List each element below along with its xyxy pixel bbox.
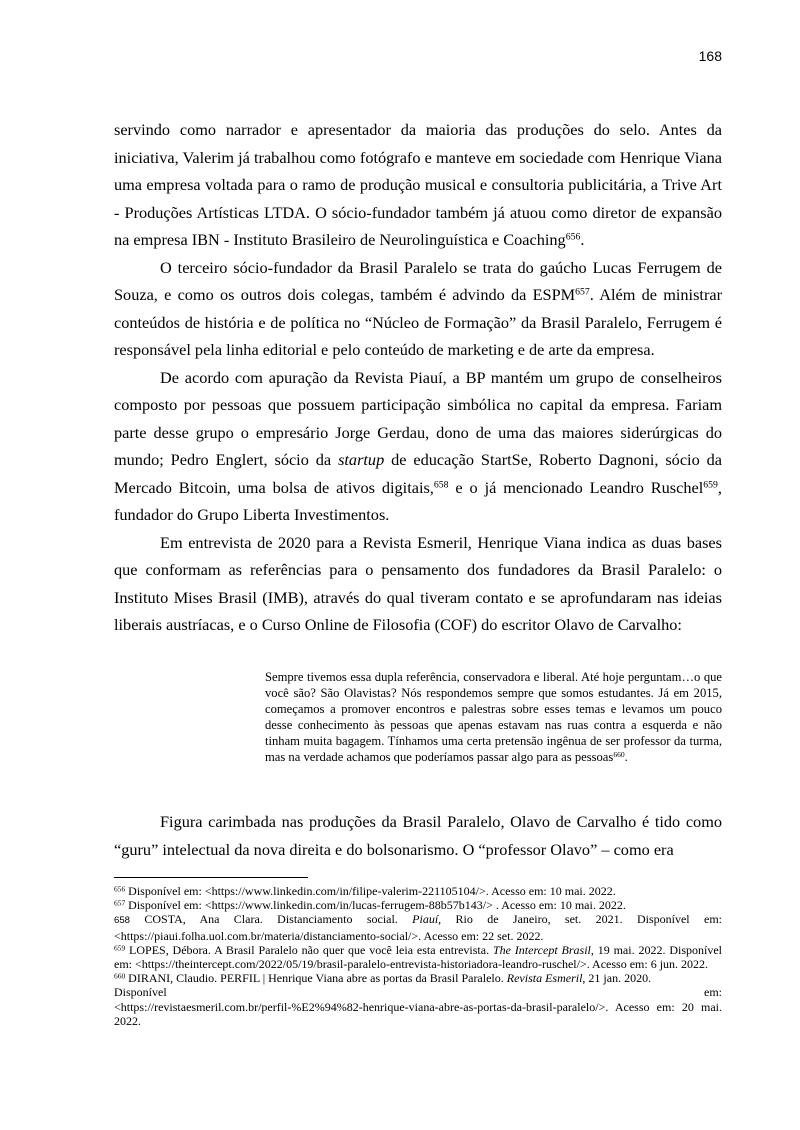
footnote-separator	[114, 877, 308, 878]
page-number: 168	[698, 48, 722, 64]
footnote-660: $^{660}$ DIRANI, Claudio. PERFIL | Henrique Viana abre as portas da Brasil Paralelo. Revista Esmeril, 21 jan. 2020.	[114, 971, 652, 986]
footnote-ref-658[interactable]: 658	[433, 479, 449, 491]
paragraph-1: servindo como narrador e apresentador da maioria das produções do selo. Antes da iniciativa, Valerim já trabalhou como fotógrafo e manteve em sociedade com Henrique Viana uma empresa voltada para o ramo de produção musical e consultoria publicitária, a Trive Art - Produções Artísticas LTDA. O sócio-fundador também já atuou como diretor de expansão na empresa IBN - Instituto Brasileiro de Neurolinguística e Coaching$^{656}$.	[114, 120, 722, 249]
footnote-659: $^{659}$ LOPES, Débora. A Brasil Paralelo não quer que você leia esta entrevista. The Intercept Brasil, 19 mai. 2022. Disponível em: <https://theintercept.com/2022/05/19/brasil-paralelo-entrevista-historiadora-leandro-ruschel/>. Acesso em: 6 jun. 2022.	[114, 942, 722, 972]
block-quote: Sempre tivemos essa dupla referência, conservadora e liberal. Até hoje perguntam…o que você são? São Olavistas? Nós respondemos sempre que somos estudantes. Já em 2015, começamos a promover encontros e palestras sobre esses temas e levamos um pouco desse conhecimento às pessoas que apenas estavam nas ruas contra a esquerda e não tinham muita bagagem. Tínhamos uma certa pretensão ingênua de ser professor da turma, mas na verdade achamos que poderíamos passar algo para as pessoas$^{660}$.	[265, 670, 722, 764]
footnote-ref-657[interactable]: 657	[575, 286, 590, 298]
footnote-657: $^{657}$ Disponível em: <https://www.linkedin.com/in/lucas-ferrugem-88b57b143/> . Acesso em: 10 mai. 2022.	[114, 898, 626, 913]
footnote-ref-659[interactable]: 659	[703, 479, 718, 491]
footnote-660-line2: Disponível em:	[114, 985, 722, 1000]
paragraph-3: De acordo com apuração da Revista Piauí, a BP mantém um grupo de conselheiros composto por pessoas que possuem participação simbólica no capital da empresa. Fariam parte desse grupo o empresário Jorge Gerdau, dono de uma das maiores siderúrgicas do mundo; Pedro Englert, sócio da startup de educação StartSe, Roberto Dagnoni, sócio da Mercado Bitcoin, uma bolsa de ativos digitais,$^{658}$ e o já mencionado Leandro Ruschel$^{659}$, fundador do Grupo Liberta Investimentos.	[114, 367, 723, 524]
footnote-ref-656[interactable]: 656	[565, 231, 581, 243]
body-text-top	[114, 116, 722, 639]
footnote-660-url[interactable]: <https://revistaesmeril.com.br/perfil-%E2%94%82-henrique-viana-abre-as-portas-da-brasil-paralelo/>. Acesso em: 20 mai. 2022.	[114, 999, 722, 1028]
paragraph-5: Figura carimbada nas produções da Brasil Paralelo, Olavo de Carvalho é tido como “guru” intelectual da nova direita e do bolsonarismo. O “professor Olavo” – como era	[114, 812, 722, 859]
footnote-ref-660[interactable]: 660	[613, 749, 625, 759]
footnote-656: $^{656}$ Disponível em: <https://www.linkedin.com/in/filipe-valerim-221105104/>. Acesso em: 10 mai. 2022.	[114, 884, 616, 898]
footnotes	[114, 884, 722, 1028]
body-text-bottom	[114, 808, 722, 863]
footnote-658: 658 COSTA, Ana Clara. Distanciamento social. Piauí, Rio de Janeiro, set. 2021. Disponível em: <https://piaui.folha.uol.com.br/materia/distanciamento-social/>. Acesso em: 22 set. 2022.	[114, 912, 722, 943]
paragraph-4: Em entrevista de 2020 para a Revista Esmeril, Henrique Viana indica as duas bases que conformam as referências para o pensamento dos fundadores da Brasil Paralelo: o Instituto Mises Brasil (IMB), através do qual tiveram contato e se aprofundaram nas ideias liberais austríacas, e o Curso Online de Filosofia (COF) do escritor Olavo de Carvalho:	[114, 532, 722, 634]
paragraph-2: O terceiro sócio-fundador da Brasil Paralelo se trata do gaúcho Lucas Ferrugem de Souza, e como os outros dois colegas, também é advindo da ESPM$^{657}$. Além de ministrar conteúdos de história e de política no “Núcleo de Formação” da Brasil Paralelo, Ferrugem é responsável pela linha editorial e pelo conteúdo de marketing e de arte da empresa.	[114, 257, 723, 359]
